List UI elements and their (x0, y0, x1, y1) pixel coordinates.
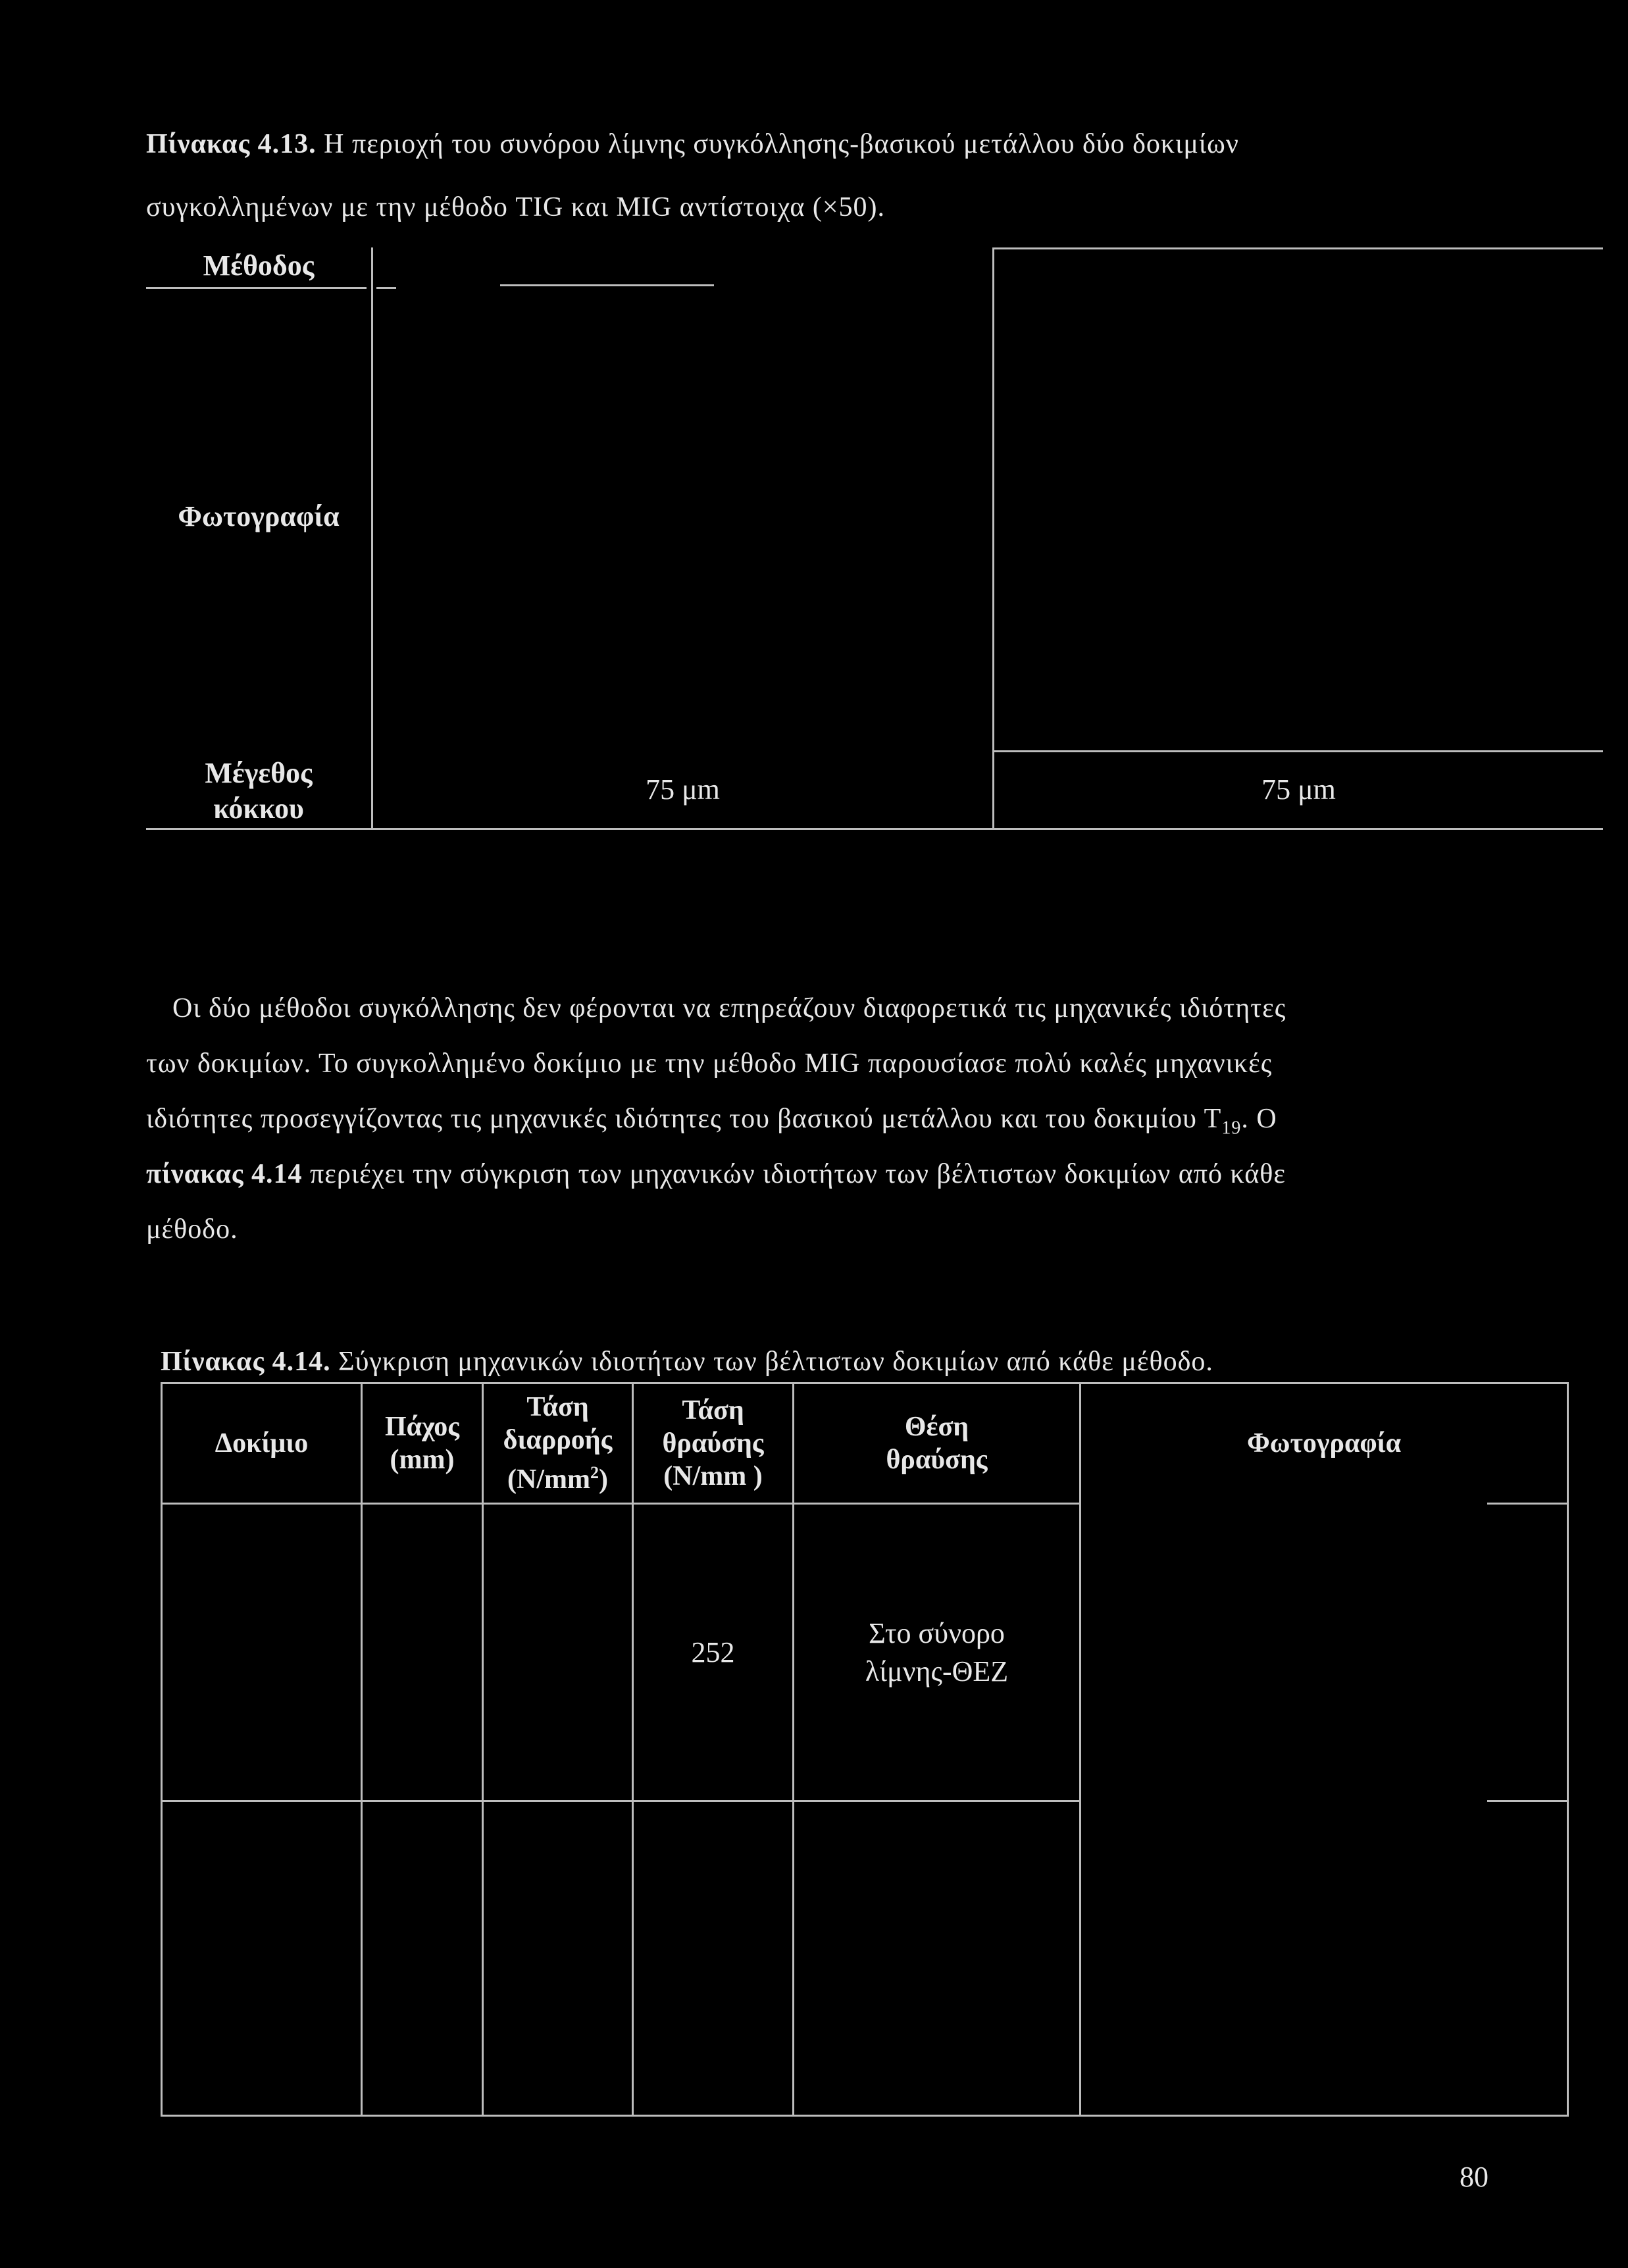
paragraph-table-ref: πίνακας 4.14 (146, 1159, 303, 1189)
table2-row1-fracture (794, 1505, 1079, 1800)
table2-row1-fracture-2: λίμνης-ΘΕΖ (865, 1655, 1009, 1688)
table2-header-uts-1: Τάση (682, 1395, 744, 1426)
table1-grain-label-line1: Μέγεθος (205, 757, 313, 789)
paragraph-line2: των δοκιμίων. Το συγκολλημένο δοκίμιο με την μέθοδο MIG παρουσίασε πολύ καλές μηχανικές (146, 1048, 1273, 1079)
table1-rule-bottom (146, 828, 1603, 830)
table1-rule-top-left (146, 287, 367, 289)
table2-row1-fracture-1: Στο σύνορο (869, 1616, 1005, 1649)
paragraph-line3-sub: 19 (1221, 1118, 1242, 1139)
table1-rule-top-mark (376, 287, 396, 289)
paragraph-line1: Οι δύο μέθοδοι συγκόλλησης δεν φέρονται να επηρεάζουν διαφορετικά τις μηχανικές ιδιότητες (172, 993, 1286, 1023)
table2-row1-uts: 252 (691, 1636, 735, 1668)
table1-rule-top-right (994, 247, 1603, 249)
table2-header-yield-1: Τάση (526, 1392, 589, 1422)
table1-row-photo-label: Φωτογραφία (178, 500, 340, 532)
table1-rule-grain-top (992, 750, 1603, 752)
table2-rule-bottom (161, 2115, 1569, 2117)
table2-header-fracture (794, 1384, 1079, 1503)
table2-caption-text: Σύγκριση μηχανικών ιδιοτήτων των βέλτιστων δοκιμίων από κάθε μέθοδο. (338, 1347, 1213, 1377)
table1-rule-top-mid (500, 284, 714, 286)
table2-header-yield-2: διαρροής (503, 1425, 613, 1455)
table1-caption-line2: συγκολλημένων με την μέθοδο TIG και MIG αντίστοιχα (×50). (146, 192, 885, 222)
table2-header-thickness-1: Πάχος (384, 1412, 460, 1442)
table2-header-uts-2: θραύσης (662, 1428, 764, 1458)
table2-caption (161, 1343, 1542, 1381)
table1-vline-1 (371, 247, 373, 829)
table1-caption-text: Η περιοχή του συνόρου λίμνης συγκόλλησης-βασικού μετάλλου δύο δοκιμίων (324, 129, 1239, 159)
table2-header-thickness-2: (mm) (390, 1445, 455, 1475)
table1-caption (146, 125, 1495, 163)
paragraph-line5: μέθοδο. (146, 1214, 238, 1245)
table2-header-specimen: Δοκίμιο (215, 1428, 309, 1458)
table2-header-uts (634, 1384, 792, 1503)
page-number: 80 (1460, 2161, 1488, 2193)
table1-vline-2 (992, 247, 994, 829)
table2-header-uts-3: (N/mm ) (663, 1461, 763, 1491)
table2-header-thickness (363, 1384, 482, 1503)
table1-caption-label: Πίνακας 4.13. (146, 129, 317, 159)
table2-header-yield-sup: 2 (590, 1463, 599, 1482)
table2-rule-row1-bottom-left (161, 1800, 1081, 1802)
table2-header-yield-unit: (N/mm (507, 1464, 590, 1495)
table2-vline-6 (1567, 1382, 1569, 2117)
paragraph-line3-end: . Ο (1241, 1104, 1277, 1134)
table2-header-fracture-1: Θέση (904, 1412, 969, 1442)
table2-header-photo: Φωτογραφία (1246, 1428, 1402, 1458)
table2-header-yield (484, 1384, 632, 1503)
table2-header-yield-close: ) (598, 1464, 608, 1495)
paragraph-line4 (146, 1147, 1495, 1202)
table1-row-method-label: Μέθοδος (203, 249, 315, 282)
table1-grain-tig: 75 μm (646, 773, 720, 806)
table1-row-grain-label (146, 754, 371, 828)
paragraph-line3-text: ιδιότητες προσεγγίζοντας τις μηχανικές ιδιότητες του βασικού μετάλλου και του δοκιμίου Τ (146, 1104, 1222, 1134)
paragraph-line4-text: περιέχει την σύγκριση των μηχανικών ιδιοτήτων των βέλτιστων δοκιμίων από κάθε (302, 1159, 1286, 1189)
table2-header-yield-3 (507, 1456, 608, 1496)
table2-caption-label: Πίνακας 4.14. (161, 1347, 331, 1377)
table2-rule-row1-bottom-right (1487, 1800, 1569, 1802)
table2-header-fracture-2: θραύσης (886, 1445, 988, 1475)
table1-grain-mig: 75 μm (1261, 773, 1336, 806)
table2-rule-header-bottom-right (1487, 1503, 1569, 1505)
table1-grain-label-line2: κόκκου (213, 792, 304, 825)
